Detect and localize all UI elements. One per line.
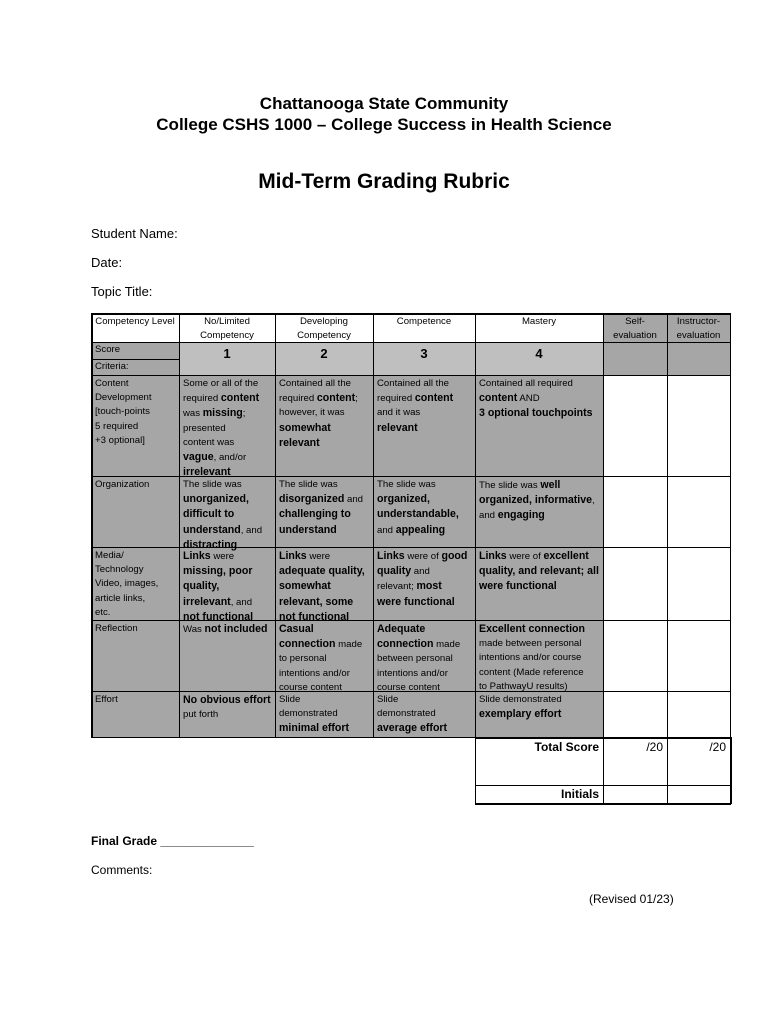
cell-line: article links, (95, 592, 146, 604)
criteria-name (91, 548, 179, 621)
plain-text: to PathwayU results) (479, 680, 568, 692)
cell-line (279, 637, 369, 652)
emphasis-text: unorganized, (183, 493, 249, 506)
plain-text: between personal (377, 653, 453, 665)
emphasis-text: not functional (183, 610, 254, 623)
cell-line (183, 492, 271, 507)
plain-text: put forth (183, 709, 219, 721)
cell-line: Video, images, (95, 578, 159, 590)
cell-line (279, 721, 369, 736)
rubric-descriptor (179, 376, 275, 481)
plain-text: Contained all required (479, 378, 573, 389)
cell-line (479, 391, 599, 406)
cell-line: 5 required (95, 420, 139, 432)
cell-line (183, 693, 271, 708)
cell-line (377, 549, 471, 564)
column-header: Competency Level (95, 316, 175, 327)
cell-line (377, 707, 471, 721)
cell-line (183, 523, 271, 538)
emphasis-text: quality, (183, 580, 220, 593)
plain-text: Slide demonstrated (479, 694, 562, 705)
initials-label: Initials (560, 787, 599, 801)
emphasis-text: understand (183, 523, 241, 536)
emphasis-text: excellent (543, 550, 589, 562)
emphasis-text: Excellent connection (479, 623, 585, 635)
plain-text: , and/or (213, 452, 247, 464)
emphasis-text: irrelevant (183, 595, 231, 608)
cell-line (377, 507, 471, 522)
column-header: Self-evaluation (613, 316, 657, 342)
plain-text: , (592, 495, 595, 507)
emphasis-text: No obvious effort (183, 694, 271, 706)
emphasis-text: not included (204, 623, 268, 635)
cell-line (279, 478, 369, 492)
criteria-name (91, 477, 179, 493)
self-eval-input (604, 477, 667, 547)
total-self-value: /20 (646, 740, 663, 754)
cell-line (279, 549, 369, 564)
emphasis-text: appealing (395, 523, 446, 536)
cell-line (279, 622, 369, 637)
cell-line (377, 492, 471, 507)
cell-line (377, 406, 471, 420)
date-label: Date: (91, 255, 123, 270)
emphasis-text: challenging to (279, 508, 351, 521)
cell-line (183, 450, 271, 465)
plain-text: intentions and/or course (479, 652, 582, 664)
rubric-descriptor (373, 692, 475, 738)
cell-line (183, 377, 271, 391)
cell-line: Media/ (95, 550, 124, 561)
emphasis-text: Links (279, 550, 307, 562)
instructor-eval-input (668, 548, 730, 620)
instructor-eval-input (668, 692, 730, 737)
cell-line (183, 549, 271, 564)
rubric-descriptor (275, 376, 373, 452)
emphasis-text: exemplary effort (479, 708, 562, 721)
emphasis-text: were functional (479, 580, 557, 593)
cell-line (377, 564, 471, 579)
emphasis-text: quality (377, 565, 412, 578)
course-title: College CSHS 1000 – College Success in Health Science (156, 115, 612, 134)
cell-line (279, 391, 369, 406)
emphasis-text: 3 optional touchpoints (479, 407, 593, 420)
cell-line: etc. (95, 606, 111, 618)
rubric-descriptor (373, 376, 475, 437)
rubric-descriptor (475, 692, 603, 723)
plain-text: and (377, 524, 396, 536)
emphasis-text: relevant (279, 436, 320, 449)
cell-line (183, 564, 271, 579)
emphasis-text: adequate quality, (279, 565, 365, 578)
self-eval-input (604, 548, 667, 620)
cell-line (279, 693, 369, 707)
rubric-descriptor (179, 621, 275, 638)
plain-text: intentions and/or (377, 667, 448, 679)
plain-text: demonstrated (279, 708, 338, 720)
cell-line (479, 493, 599, 508)
rubric-descriptor (179, 477, 275, 554)
emphasis-text: understand (279, 523, 337, 536)
instructor-eval-input (668, 477, 730, 547)
plain-text: AND (517, 393, 540, 405)
cell-line (279, 595, 369, 610)
cell-line (279, 523, 369, 538)
plain-text: and (479, 510, 498, 522)
comments-label: Comments: (91, 863, 153, 877)
cell-line (279, 579, 369, 594)
cell-line (479, 377, 599, 391)
topic-title-label: Topic Title: (91, 284, 153, 299)
plain-text: content was (183, 436, 235, 448)
emphasis-text: minimal effort (279, 722, 350, 735)
cell-line (479, 579, 599, 594)
plain-text: required (377, 393, 415, 405)
total-instructor-value: /20 (709, 740, 726, 754)
plain-text: course content (377, 681, 440, 693)
cell-line (279, 667, 369, 681)
emphasis-text: missing, poor (183, 565, 253, 578)
cell-line (183, 406, 271, 421)
cell-line: +3 optional] (95, 434, 145, 446)
emphasis-text: Adequate (377, 623, 426, 635)
emphasis-text: Casual (279, 623, 314, 635)
plain-text: and (411, 566, 430, 578)
plain-text: Some or all of the (183, 378, 259, 389)
plain-text: ; (242, 408, 246, 420)
plain-text: were (210, 551, 235, 562)
page-title: Mid-Term Grading Rubric (258, 170, 510, 193)
cell-line (377, 523, 471, 538)
cell-line (479, 549, 599, 564)
cell-line: Development (95, 392, 152, 404)
plain-text: Slide (377, 694, 399, 705)
cell-line (377, 667, 471, 681)
cell-line (279, 421, 369, 436)
plain-text: and (344, 494, 364, 506)
score-value: 4 (535, 346, 543, 361)
total-score-label: Total Score (534, 740, 599, 754)
cell-line: Content (95, 378, 129, 389)
plain-text: Contained all the (377, 378, 450, 389)
plain-text: , and (240, 524, 263, 536)
emphasis-text: relevant, some (279, 595, 354, 608)
rubric-descriptor (475, 477, 603, 525)
cell-line (479, 508, 599, 523)
cell-line (183, 436, 271, 450)
cell-line (377, 693, 471, 707)
rubric-descriptor (373, 548, 475, 611)
emphasis-text: average effort (377, 722, 448, 735)
plain-text: made (433, 639, 461, 651)
emphasis-text: somewhat (279, 580, 331, 593)
revision-date: (Revised 01/23) (589, 892, 674, 906)
plain-text: required (183, 393, 221, 405)
cell-line (377, 579, 471, 594)
cell-line (479, 564, 599, 579)
plain-text: course content (279, 681, 342, 693)
cell-line (183, 507, 271, 522)
cell-line (279, 507, 369, 522)
cell-line (377, 595, 471, 610)
rubric-descriptor (275, 477, 373, 539)
rubric-descriptor (275, 548, 373, 626)
cell-line: Technology (95, 564, 144, 576)
emphasis-text: understandable, (377, 508, 459, 521)
plain-text: The slide was (479, 480, 541, 491)
cell-line (279, 492, 369, 507)
cell-line (377, 377, 471, 391)
emphasis-text: organized, (377, 493, 430, 506)
plain-text: Was (183, 624, 205, 635)
plain-text: were of (404, 551, 442, 562)
cell-line: [touch-points (95, 406, 150, 418)
emphasis-text: connection (279, 638, 336, 651)
score-value: 2 (320, 346, 328, 361)
cell-line (279, 707, 369, 721)
cell-line (479, 622, 599, 637)
cell-line (377, 478, 471, 492)
emphasis-text: connection (377, 638, 434, 651)
cell-line (479, 651, 599, 665)
plain-text: The slide was (279, 479, 338, 490)
institution-line-1: Chattanooga State Community (259, 94, 509, 113)
plain-text: and it was (377, 407, 421, 419)
emphasis-text: irrelevant (183, 466, 231, 479)
emphasis-text: Links (479, 550, 507, 562)
emphasis-text: Links (377, 550, 405, 562)
emphasis-text: vague (183, 451, 214, 464)
cell-line: Reflection (95, 623, 138, 634)
cell-line (377, 721, 471, 736)
plain-text: however, it was (279, 407, 345, 419)
rubric-descriptor (475, 376, 603, 423)
emphasis-text: missing (202, 407, 243, 420)
emphasis-text: content (220, 392, 260, 405)
emphasis-text: disorganized (279, 493, 345, 506)
rubric-descriptor (179, 692, 275, 723)
emphasis-text: difficult to (183, 508, 235, 521)
plain-text: Contained all the (279, 378, 352, 389)
plain-text: required (279, 393, 317, 405)
emphasis-text: content (479, 392, 518, 405)
grid-line (730, 737, 732, 804)
plain-text: presented (183, 422, 226, 434)
plain-text: Slide (279, 694, 301, 705)
plain-text: ; (355, 393, 358, 405)
cell-line (479, 707, 599, 722)
criteria-name (91, 692, 179, 708)
rubric-descriptor (275, 692, 373, 738)
cell-line (377, 391, 471, 406)
emphasis-text: well (540, 479, 561, 491)
plain-text: relevant; (377, 581, 417, 593)
plain-text: demonstrated (377, 708, 436, 720)
plain-text: made (335, 639, 363, 651)
column-header: No/Limited Competency (200, 316, 254, 342)
self-eval-input (604, 692, 667, 737)
final-grade-label: Final Grade ______________ (91, 834, 254, 848)
emphasis-text: Links (183, 550, 211, 562)
plain-text: The slide was (377, 479, 436, 490)
self-eval-input (604, 376, 667, 476)
cell-line (479, 406, 599, 421)
cell-line (183, 595, 271, 610)
cell-line (479, 478, 599, 493)
column-header: Developing Competency (297, 316, 351, 342)
emphasis-text: content (414, 392, 454, 405)
cell-line (279, 436, 369, 451)
emphasis-text: most (416, 580, 442, 593)
cell-line (479, 637, 599, 651)
emphasis-text: engaging (497, 509, 545, 522)
cell-line (479, 666, 599, 680)
grid-line (730, 313, 731, 737)
cell-line (279, 377, 369, 391)
emphasis-text: were functional (377, 595, 455, 608)
criteria-name (91, 376, 179, 449)
cell-line (479, 693, 599, 707)
emphasis-text: not functional (279, 610, 350, 623)
cell-line (183, 478, 271, 492)
cell-line (377, 652, 471, 666)
cell-line (183, 422, 271, 436)
emphasis-text: somewhat (279, 421, 331, 434)
self-eval-input (604, 621, 667, 691)
rubric-descriptor (275, 621, 373, 696)
score-value: 1 (223, 346, 231, 361)
cell-line: Effort (95, 694, 118, 705)
rubric-descriptor (373, 621, 475, 696)
cell-line (183, 708, 271, 722)
plain-text: to personal (279, 653, 327, 665)
plain-text: was (183, 408, 203, 420)
cell-line (279, 406, 369, 420)
plain-text: , and (230, 596, 253, 608)
criteria-label: Criteria: (95, 361, 129, 372)
instructor-eval-input (668, 376, 730, 476)
cell-line (377, 637, 471, 652)
plain-text: content (Made reference (479, 666, 584, 678)
emphasis-text: distracting (183, 538, 238, 551)
plain-text: made between personal (479, 638, 582, 650)
rubric-descriptor (373, 477, 475, 539)
plain-text: were of (506, 551, 544, 562)
emphasis-text: quality, and relevant; all (479, 565, 599, 578)
cell-line (183, 391, 271, 406)
score-value: 3 (420, 346, 428, 361)
column-header: Mastery (521, 316, 557, 327)
rubric-descriptor (179, 548, 275, 626)
rubric-descriptor (475, 548, 603, 596)
cell-line (279, 564, 369, 579)
cell-line (183, 579, 271, 594)
column-header: Competence (396, 316, 452, 327)
plain-text: were (306, 551, 331, 562)
emphasis-text: organized, informative (479, 494, 593, 507)
cell-line (377, 622, 471, 637)
emphasis-text: relevant (377, 421, 418, 434)
cell-line (183, 622, 271, 637)
plain-text: intentions and/or (279, 667, 350, 679)
emphasis-text: good (441, 550, 468, 562)
cell-line (279, 652, 369, 666)
instructor-eval-input (668, 621, 730, 691)
rubric-descriptor (475, 621, 603, 695)
cell-line (377, 421, 471, 436)
plain-text: The slide was (183, 479, 242, 490)
cell-line: Organization (95, 479, 150, 490)
score-label: Score (95, 344, 121, 355)
column-header: Instructor-evaluation (676, 316, 721, 342)
emphasis-text: content (316, 392, 356, 405)
criteria-name (91, 621, 179, 637)
student-name-label: Student Name: (91, 226, 178, 241)
